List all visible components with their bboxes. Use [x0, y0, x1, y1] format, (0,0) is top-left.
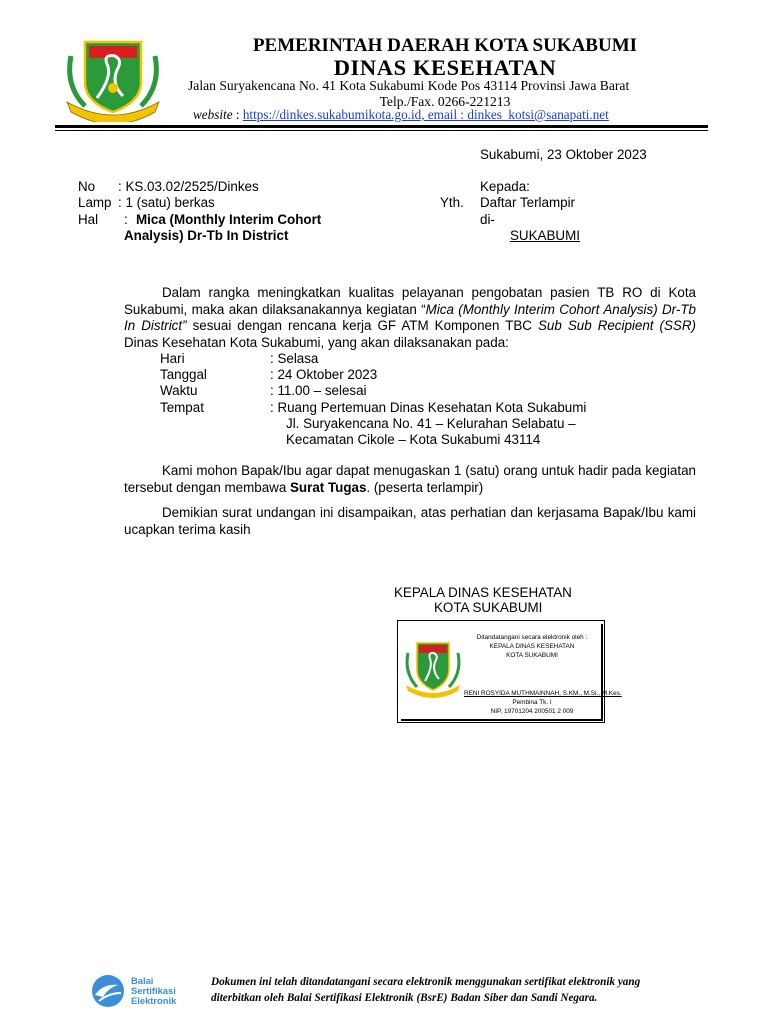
detail-tempat-value: : Ruang Pertemuan Dinas Kesehatan Kota Sukabumi [270, 400, 587, 415]
recipient-city: SUKABUMI [510, 228, 580, 243]
bsre-line-2: Sertifikasi [131, 984, 176, 996]
detail-tanggal-label: Tanggal [160, 367, 207, 382]
letterhead-agency: DINAS KESEHATAN [333, 55, 557, 80]
p2-surat-tugas: Surat Tugas [290, 479, 367, 495]
p1-text-c: sesuai dengan rencana kerja GF ATM Komponen TBC [186, 318, 538, 334]
hal-colon: : [124, 212, 128, 227]
esignature-stamp [397, 620, 622, 723]
body-paragraph-3: Demikian surat undangan ini disampaikan, atas perhatian dan kerjasama Bapak/Ibu kami ucapkan terima kasih [124, 505, 696, 537]
letterhead-government: PEMERINTAH DAERAH KOTA SUKABUMI [252, 35, 638, 56]
footer-note-line-1: Dokumen ini telah ditandatangani secara elektronik menggunakan sertifikat elektronik yang [211, 976, 641, 988]
p1-text-a: Dalam rangka meningkatkan kualitas pelayanan pengobatan pasien TB RO di Kota Sukabumi, maka akan dilaksanakannya kegiatan “ [124, 285, 696, 317]
p2-text-a: Kami mohon Bapak/Ibu agar dapat menugaskan 1 (satu) orang untuk hadir pada kegiatan tersebut dengan membawa [124, 463, 696, 495]
detail-waktu-label: Waktu [160, 383, 198, 398]
hal-value-line2: Analysis) Dr-Tb In District [124, 228, 289, 243]
no-label: No [78, 179, 96, 194]
email-link[interactable]: dinkes_kotsi@sanapati.net [467, 107, 609, 122]
bsre-line-3: Elektronik [131, 994, 177, 1006]
recipient-list: Daftar Terlampir [480, 195, 576, 210]
bsre-logo-text [131, 976, 176, 1005]
letterhead-rule-thin [55, 130, 708, 131]
footer-note-line-2: diterbitkan oleh Balai Sertifikasi Elektronik (BsrE) Badan Siber dan Sandi Negara. [211, 991, 598, 1004]
letterhead-phone: Telp./Fax. 0266-221213 [379, 94, 511, 109]
detail-waktu-value: : 11.00 – selesai [270, 383, 367, 398]
stamp-signer-rank: Pembina Tk. I [512, 699, 552, 706]
stamp-signer-name: RENI ROSYIDA MUTHMAINNAH, S.KM., M.Si., M.Kes. [464, 690, 622, 697]
p2-text-c: . (peserta terlampir) [366, 479, 484, 495]
p1-ssr: Sub Sub Recipient (SSR) [538, 318, 696, 334]
detail-tempat-line2: Jl. Suryakencana No. 41 – Kelurahan Selabatu – [286, 416, 576, 431]
lamp-label: Lamp [78, 195, 112, 210]
lamp-value: : 1 (satu) berkas [118, 195, 215, 210]
recipient-kepada: Kepada: [480, 179, 530, 194]
website-label: website [193, 107, 233, 122]
recipient-yth: Yth. [440, 195, 464, 210]
signature-title-1: KEPALA DINAS KESEHATAN [394, 585, 572, 600]
bsre-logo-icon [89, 973, 127, 1009]
footer-esign-note [211, 975, 640, 1006]
hal-label: Hal [78, 212, 99, 227]
email-label: email : [424, 107, 468, 122]
signature-title-2: KOTA SUKABUMI [434, 600, 543, 615]
letterhead-address: Jalan Suryakencana No. 41 Kota Sukabumi Kode Pos 43114 Provinsi Jawa Barat [188, 78, 630, 93]
p1-event-name: Mica (Monthly Interim Cohort Analysis) Dr-Tb In District” [124, 301, 696, 334]
stamp-signer-nip: NIP. 19701204 200501 2 009 [490, 708, 574, 715]
detail-hari-label: Hari [160, 351, 185, 366]
letterhead-rule-thick [55, 125, 708, 128]
detail-tempat-line3: Kecamatan Cikole – Kota Sukabumi 43114 [286, 432, 541, 447]
bsre-line-1: Balai [131, 975, 154, 986]
body-paragraph-1 [124, 285, 696, 351]
stamp-title-2: KOTA SUKABUMI [506, 652, 558, 659]
letterhead-contacts [193, 107, 609, 123]
no-value: : KS.03.02/2525/Dinkes [118, 179, 259, 194]
p1-text-e: Dinas Kesehatan Kota Sukabumi, yang akan dilaksanakan pada: [124, 334, 509, 350]
hal-value-line1: Mica (Monthly Interim Cohort [136, 212, 322, 227]
detail-tanggal-value: : 24 Oktober 2023 [270, 367, 378, 382]
website-separator: : [232, 107, 243, 122]
body-paragraph-2 [124, 463, 696, 496]
stamp-emblem [403, 639, 463, 699]
detail-tempat-label: Tempat [160, 400, 204, 415]
recipient-di: di- [480, 212, 495, 227]
stamp-title-1: KEPALA DINAS KESEHATAN [489, 643, 575, 650]
stamp-signed-by: Ditandatangani secara elektronik oleh : [476, 634, 588, 641]
website-link[interactable]: https://dinkes.sukabumikota.go.id, [242, 107, 425, 122]
detail-hari-value: : Selasa [270, 351, 319, 366]
letter-date: Sukabumi, 23 Oktober 2023 [480, 147, 647, 162]
